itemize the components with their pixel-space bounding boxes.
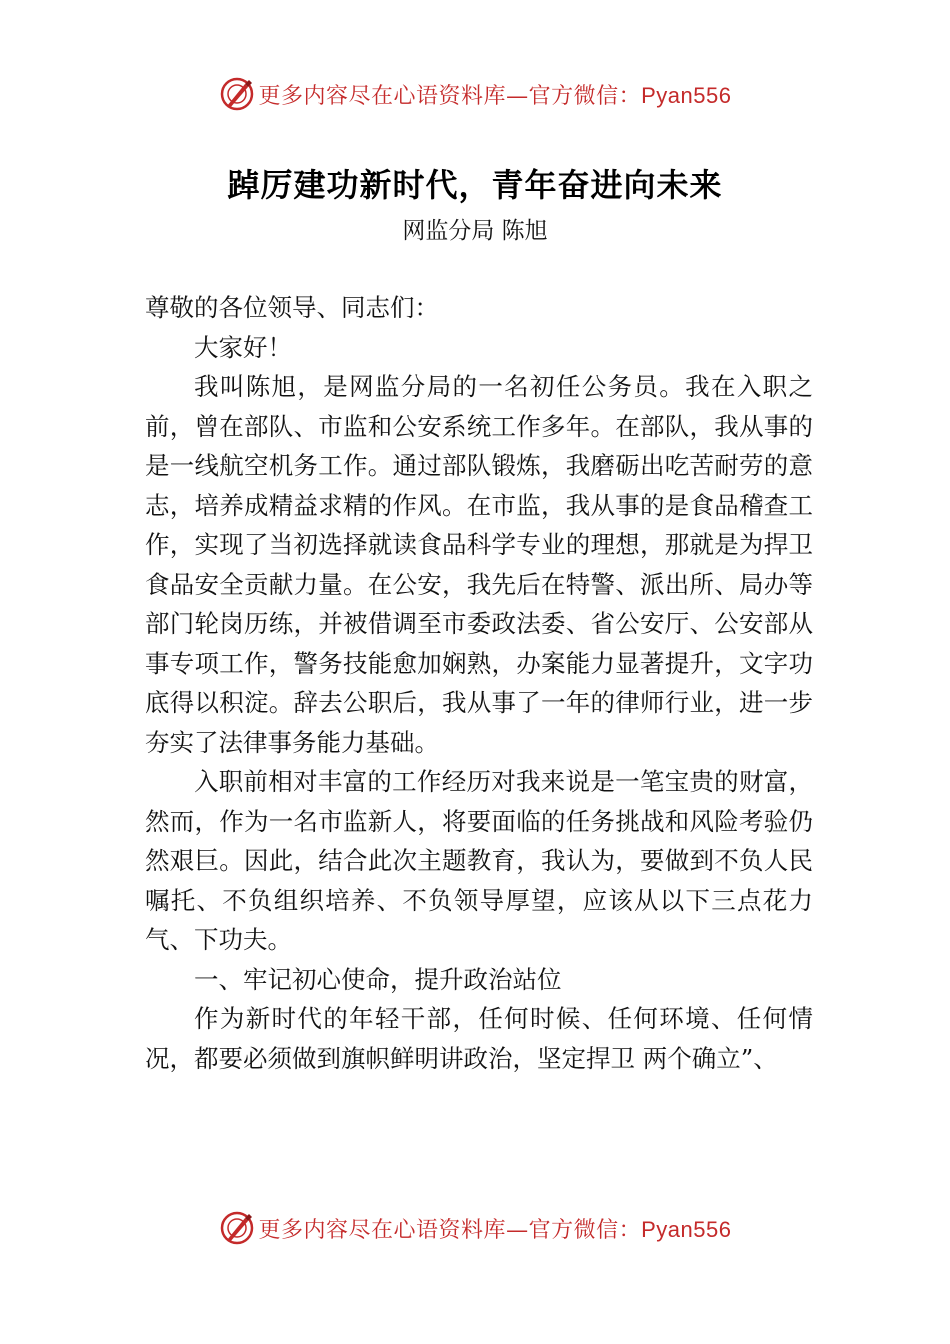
document-title: 踔厉建功新时代，青年奋进向未来: [227, 166, 723, 204]
paragraph-greeting: 大家好！: [194, 332, 292, 362]
watermark-separator: —: [506, 83, 529, 109]
watermark-site-text: 更多内容尽在心语资料库: [258, 1217, 507, 1243]
watermark-site-text: 更多内容尽在心语资料库: [258, 83, 507, 109]
section-heading-one: 一、牢记初心使命，提升政治站位: [194, 964, 562, 994]
pen-logo-icon: [219, 1210, 255, 1246]
pen-logo-icon: [219, 76, 255, 112]
watermark-wechat-label: 官方微信：: [528, 1217, 642, 1243]
document-body: [145, 288, 813, 1078]
document-author: 网监分局 陈旭: [402, 218, 548, 244]
paragraph-introduction: 我叫陈旭，是网监分局的一名初任公务员。我在入职之前，曾在部队、市监和公安系统工作多年。在部队，我从事的是一线航空机务工作。通过部队锻炼，我磨砺出吃苦耐劳的意志，培养成精益求精的作风。在市监，我从事的是食品稽查工作，实现了当初选择就读食品科学专业的理想，那就是为捍卫食品安全贡献力量。在公安，我先后在特警、派出所、局办等部门轮岗历练，并被借调至市委政法委、省公安厅、公安部从事专项工作，警务技能愈加娴熟，办案能力显著提升，文字功底得以积淀。辞去公职后，我从事了一年的律师行业，进一步夯实了法律事务能力基础。: [145, 372, 813, 757]
salutation: 尊敬的各位领导、同志们：: [145, 293, 439, 322]
paragraph-section-one: 作为新时代的年轻干部，任何时候、任何环境、任何情况，都要必须做到旗帜鲜明讲政治，坚定捍卫 两个确立”、: [145, 1004, 813, 1073]
watermark-separator: —: [506, 1217, 529, 1243]
paragraph-experience: 入职前相对丰富的工作经历对我来说是一笔宝贵的财富，然而，作为一名市监新人，将要面临的任务挑战和风险考验仍然艰巨。因此，结合此次主题教育，我认为，要做到不负人民嘱托、不负组织培养、不负领导厚望，应该从以下三点花力气、下功夫。: [145, 767, 813, 954]
watermark-wechat-handle: Pyan556: [641, 82, 732, 108]
bottom-watermark-banner: [0, 1206, 950, 1250]
watermark-text: [259, 79, 732, 110]
top-watermark-banner: [0, 72, 950, 116]
watermark-wechat-label: 官方微信：: [528, 83, 642, 109]
watermark-text: [259, 1213, 732, 1244]
watermark-wechat-handle: Pyan556: [641, 1216, 732, 1242]
